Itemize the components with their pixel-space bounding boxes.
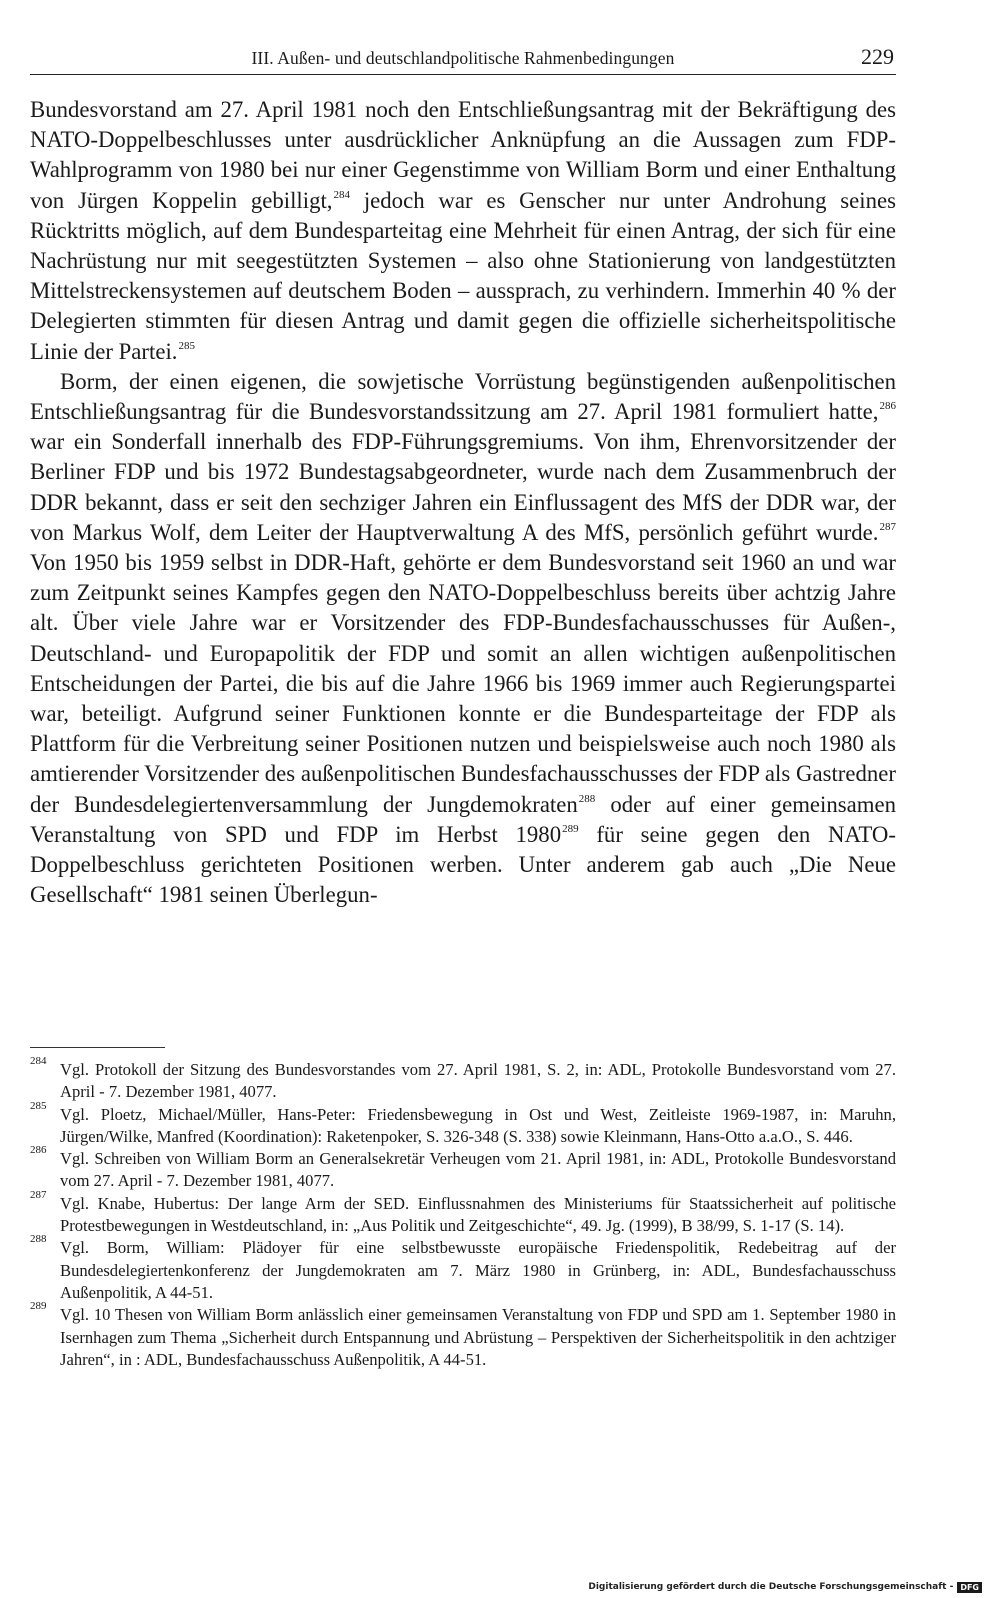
paragraph-2 [30, 367, 896, 911]
paragraph-text: Von 1950 bis 1959 selbst in DDR-Haft, gehörte er dem Bundesvorstand seit 1960 an und war zum Zeitpunkt seines Kampfes gegen den NATO-Doppelbeschluss bereits über achtzig Jahre alt. Über viele Jahre war er Vorsitzender des FDP-Bundesfachausschusses für Außen-, Deutschland- und Europapolitik der FDP und somit an allen wichtigen außenpolitischen Entscheidungen der Partei, die bis auf die Jahre 1966 bis 1969 immer auch Regierungspartei war, beteiligt. Aufgrund seiner Funktionen konnte er die Bundesparteitage der FDP als Plattform für die Verbreitung seiner Positionen nutzen und beispielsweise auch noch 1980 als amtierender Vorsitzender des außenpolitischen Bundesfachausschusses der FDP als Gastredner der Bundesdelegiertenversammlung der Jungdemokraten [30, 550, 896, 817]
footnote-text: Vgl. Schreiben von William Borm an Generalsekretär Verheugen vom 21. April 1981, in: ADL, Protokolle Bundesvorstand vom 27. April - 7. Dezember 1981, 4077. [60, 1149, 896, 1191]
paragraph-text: jedoch war es Genscher nur unter Androhung seines Rücktritts möglich, auf dem Bundesparteitag eine Mehrheit für einen Antrag, der sich für eine Nachrüstung nur mit seegestützten Systemen – also ohne Stationierung von landgestützten Mittelstreckensystemen auf deutschem Boden – aussprach, zu verhindern. Immerhin 40 % der Delegierten stimmten für diesen Antrag und damit gegen die offizielle sicherheitspolitische Linie der Partei. [30, 187, 896, 364]
footnote-number: 287 [30, 1188, 47, 1201]
body-text [30, 95, 896, 910]
paragraph-text: für seine gegen den NATO-Doppelbeschluss gerichteten Positionen werben. Unter anderem gab auch „Die Neue Gesellschaft“ 1981 seinen Überlegun- [30, 821, 896, 908]
paragraph-text: oder auf einer gemeinsamen Veranstaltung von SPD und FDP im Herbst 1980 [30, 791, 897, 847]
footnotes [30, 1055, 896, 1371]
page-number: 229 [861, 44, 894, 69]
footnote-text: Vgl. Knabe, Hubertus: Der lange Arm der SED. Einflussnahmen des Ministeriums für Staatssicherheit auf politische Protestbewegungen in Westdeutschland, in: „Aus Politik und Zeitgeschichte“, 49. Jg. (1999), B 38/99, S. 1-17 (S. 14). [60, 1193, 896, 1236]
footnote-ref-289: 289 [562, 822, 579, 835]
digitization-credit [588, 1580, 982, 1594]
paragraph-text: Borm, der einen eigenen, die sowjetische Vorrüstung begünstigenden außenpolitischen Entschließungsantrag für die Bundesvorstandssitzung am 27. April 1981 formuliert hatte, [30, 368, 896, 425]
footnote-text: Vgl. Borm, William: Plädoyer für eine selbstbewusste europäische Friedenspolitik, Redebeitrag auf der Bundesdelegiertenkonferenz der Jungdemokraten am 7. März 1980 in Grünberg, in: ADL, Bundesfachausschuss Außenpolitik, A 44-51. [60, 1238, 896, 1302]
footnote-287 [30, 1188, 896, 1238]
footnote-number: 288 [30, 1233, 47, 1246]
footnote-number: 286 [30, 1144, 47, 1157]
footnote-ref-288: 288 [578, 792, 596, 805]
footnote-number: 285 [30, 1099, 47, 1112]
footnote-number: 289 [30, 1300, 47, 1313]
footnote-ref-287: 287 [879, 520, 896, 533]
footnote-ref-285: 285 [178, 339, 195, 352]
running-title: III. Außen- und deutschlandpolitische Rahmenbedingungen [251, 48, 675, 68]
paragraph-1 [30, 95, 896, 367]
footnote-288 [30, 1233, 896, 1304]
footnote-number: 284 [30, 1055, 47, 1067]
footnote-286 [30, 1144, 896, 1193]
footnote-text: Vgl. Protokoll der Sitzung des Bundesvorstandes vom 27. April 1981, S. 2, in: ADL, Protokolle Bundesvorstand vom 27. April - 7. Dezember 1981, 4077. [60, 1060, 896, 1102]
paragraph-text: war ein Sonderfall innerhalb des FDP-Führungsgremiums. Von ihm, Ehrenvorsitzender der Berliner FDP und bis 1972 Bundestagsabgeordneter, wurde nach dem Zusammenbruch der DDR bekannt, dass er seit den sechziger Jahren ein Einflussagent des MfS der DDR war, der von Markus Wolf, dem Leiter der Hauptverwaltung A des MfS, persönlich geführt wurde. [30, 429, 896, 545]
footnote-ref-286: 286 [879, 400, 896, 413]
footnote-text: Vgl. 10 Thesen von William Borm anlässlich einer gemeinsamen Veranstaltung von FDP und SPD am 1. September 1980 in Isernhagen zum Thema „Sicherheit durch Entspannung und Abrüstung – Perspektiven der Sicherheitspolitik in den achtziger Jahren“, in : ADL, Bundesfachausschuss Außenpolitik, A 44-51. [60, 1305, 896, 1369]
footnote-ref-284: 284 [333, 188, 351, 201]
paragraph-text: Bundesvorstand am 27. April 1981 noch den Entschließungsantrag mit der Bekräftigung des NATO-Doppelbeschlusses unter ausdrücklicher Anknüpfung an die Aussagen zum FDP-Wahlprogramm von 1980 bei nur einer Gegenstimme von William Borm und einer Enthaltung von Jürgen Koppelin gebilligt, [30, 97, 896, 213]
footnote-284 [30, 1055, 896, 1104]
running-header [30, 44, 896, 75]
footnote-289 [30, 1300, 896, 1371]
dfg-logo-icon: DFG [957, 1582, 982, 1593]
footnote-text: Vgl. Ploetz, Michael/Müller, Hans-Peter: Friedensbewegung in Ost und West, Zeitleiste 1969-1987, in: Maruhn, Jürgen/Wilke, Manfred (Koordination): Raketenpoker, S. 326-348 (S. 338) sowie Kleinmann, Hans-Otto a.a.O., S. 446. [60, 1104, 896, 1146]
credit-text: Digitalisierung gefördert durch die Deutsche Forschungsgemeinschaft - [588, 1582, 954, 1592]
footnote-divider [30, 1047, 165, 1048]
footnote-285 [30, 1099, 896, 1149]
